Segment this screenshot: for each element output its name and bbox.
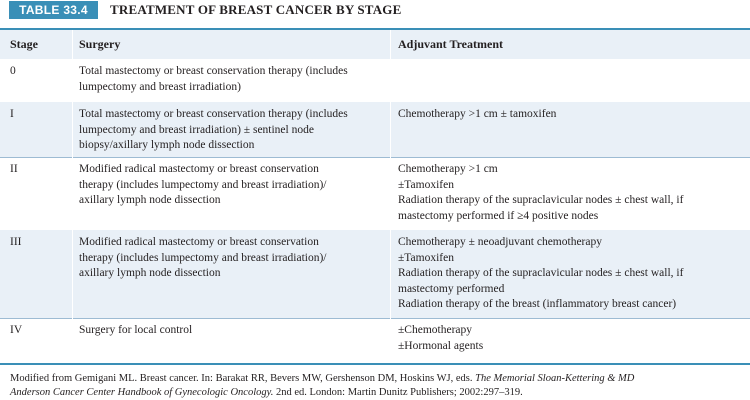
column-divider — [390, 30, 391, 363]
table-title: TREATMENT OF BREAST CANCER BY STAGE — [110, 2, 402, 17]
table-row-stage-I — [0, 102, 750, 157]
table-row-stage-III — [0, 230, 750, 318]
surgery-cell: Modified radical mastectomy or breast conservation therapy (includes lumpectomy and breast irradiation)/ axillary lymph node dissection — [79, 236, 327, 280]
column-header-surgery: Surgery — [79, 37, 121, 51]
table-row-stage-II — [0, 157, 750, 230]
table-row-stage-0 — [0, 59, 750, 102]
bottom-rule — [0, 363, 750, 365]
adjuvant-cell: Chemotherapy >1 cm ±Tamoxifen Radiation therapy of the supraclavicular nodes ± chest wall, if mastectomy performed if ≥4 positive nodes — [398, 163, 684, 222]
surgery-cell: Total mastectomy or breast conservation therapy (includes lumpectomy and breast irradiation) — [79, 65, 348, 93]
column-header-stage: Stage — [10, 37, 38, 51]
stage-cell: I — [10, 108, 14, 120]
surgery-cell: Modified radical mastectomy or breast conservation therapy (includes lumpectomy and breast irradiation)/ axillary lymph node dissection — [79, 163, 327, 207]
treatment-table — [0, 30, 750, 363]
table-header-row — [0, 30, 750, 59]
column-divider — [72, 30, 73, 363]
stage-cell: IV — [10, 324, 23, 336]
adjuvant-cell: Chemotherapy >1 cm ± tamoxifen — [398, 108, 557, 120]
adjuvant-cell: Chemotherapy ± neoadjuvant chemotherapy ±Tamoxifen Radiation therapy of the supraclavicular nodes ± chest wall, if mastectomy performed Radiation therapy of the breast (inflammatory breast cancer) — [398, 236, 684, 311]
table-header — [0, 0, 750, 20]
table-number-badge: TABLE 33.4 — [9, 1, 98, 19]
surgery-cell: Surgery for local control — [79, 324, 193, 336]
stage-cell: III — [10, 236, 22, 248]
table-row-stage-IV — [0, 318, 750, 363]
surgery-cell: Total mastectomy or breast conservation therapy (includes lumpectomy and breast irradiation) ± sentinel node biopsy/axillary lymph node dissection — [79, 108, 348, 152]
source-footnote: Modified from Gemigani ML. Breast cancer. In: Barakat RR, Bevers MW, Gershenson DM, Hoskins WJ, eds. The Memorial Sloan-Kettering & MD Anderson Cancer Center Handbook of Gynecologic Oncology. 2nd ed. London: Martin Dunitz Publishers; 2002:297–319. — [10, 373, 635, 398]
stage-cell: 0 — [10, 65, 16, 77]
column-header-adjuvant: Adjuvant Treatment — [398, 37, 503, 51]
adjuvant-cell: ±Chemotherapy ±Hormonal agents — [398, 324, 484, 352]
stage-cell: II — [10, 163, 18, 175]
